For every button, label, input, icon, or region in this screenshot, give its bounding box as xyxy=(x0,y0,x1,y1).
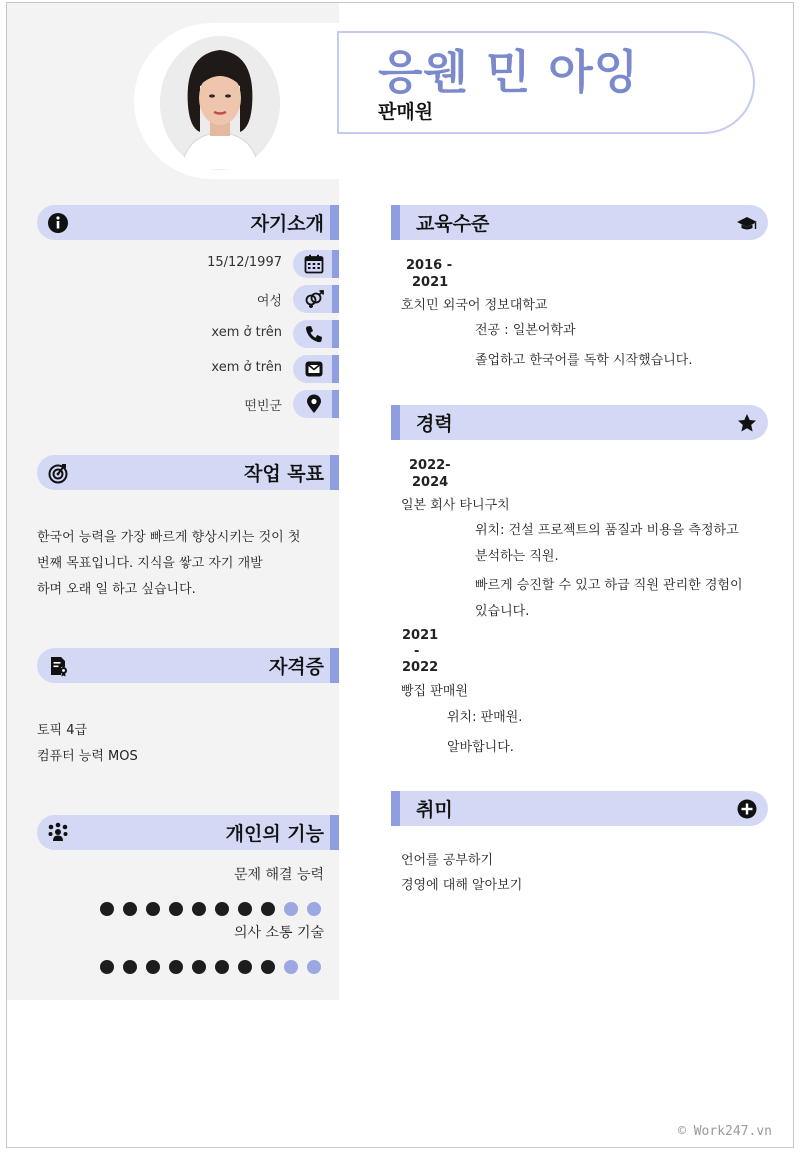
education-period-start: 2016 - xyxy=(406,258,453,273)
target-icon xyxy=(47,462,69,484)
contact-phone xyxy=(37,320,339,348)
objective-line: 하며 오래 일 하고 싶습니다. xyxy=(37,582,196,597)
skill-dot-filled xyxy=(192,960,206,974)
skill-dot-empty xyxy=(284,902,298,916)
skill-name: 문제 해결 능력 xyxy=(233,867,324,883)
contact-icon-pill xyxy=(293,390,339,418)
skill-dot-filled xyxy=(100,902,114,916)
section-title: 자기소개 xyxy=(250,213,324,235)
education-note: 졸업하고 한국어를 독학 시작했습니다. xyxy=(475,353,693,368)
address-value: 떤빈군 xyxy=(244,399,282,414)
section-header-experience xyxy=(391,405,768,440)
section-title: 취미 xyxy=(416,799,453,821)
education-major: 전공 : 일본어학과 xyxy=(475,323,576,338)
company-name: 빵집 판매원 xyxy=(401,684,468,699)
section-header-skills xyxy=(37,815,339,850)
phone-value: xem ở trên xyxy=(211,325,282,340)
section-header-hobbies xyxy=(391,791,768,826)
header-accent-bar xyxy=(330,648,339,683)
header-accent-bar xyxy=(330,205,339,240)
experience-detail: 위치: 판매원. xyxy=(447,710,523,725)
section-title: 자격증 xyxy=(268,656,324,678)
plus-circle-icon xyxy=(736,798,758,820)
star-icon xyxy=(736,412,758,434)
skill-dot-filled xyxy=(238,902,252,916)
graduation-cap-icon xyxy=(736,212,758,234)
skill-dot-filled xyxy=(238,960,252,974)
calendar-icon xyxy=(304,254,324,274)
location-pin-icon xyxy=(304,394,324,414)
experience-detail: 알바합니다. xyxy=(447,740,514,755)
gender-icon xyxy=(304,289,324,309)
skill-dot-filled xyxy=(261,960,275,974)
contact-gender xyxy=(37,285,339,313)
section-title: 교육수준 xyxy=(416,213,490,235)
skill-dot-filled xyxy=(146,902,160,916)
skill-name: 의사 소통 기술 xyxy=(233,925,324,941)
skills-icon xyxy=(47,822,69,844)
header-accent-bar xyxy=(330,455,339,490)
experience-detail: 위치: 건설 프로젝트의 품질과 비용을 측정하고 xyxy=(475,523,739,538)
contact-icon-pill xyxy=(293,355,339,383)
certificate-item: 컴퓨터 능력 MOS xyxy=(37,749,138,764)
section-title: 개인의 기능 xyxy=(225,823,324,845)
hobby-item: 경영에 대해 알아보기 xyxy=(401,878,523,893)
company-name: 일본 회사 타니구치 xyxy=(401,498,510,513)
contact-icon-pill xyxy=(293,250,339,278)
hobby-item: 언어를 공부하기 xyxy=(401,853,494,868)
job-title: 판매원 xyxy=(378,101,434,123)
skill-dot-filled xyxy=(169,960,183,974)
header-accent-bar xyxy=(391,205,400,240)
envelope-icon xyxy=(304,359,324,379)
phone-icon xyxy=(304,324,324,344)
header-accent-bar xyxy=(330,815,339,850)
section-header-about xyxy=(37,205,339,240)
certificate-icon xyxy=(47,655,69,677)
experience-period-end: 2024 xyxy=(412,475,449,490)
skill-dot-filled xyxy=(192,902,206,916)
section-header-education xyxy=(391,205,768,240)
skill-dot-empty xyxy=(307,960,321,974)
education-period-end: 2021 xyxy=(412,275,449,290)
contact-email xyxy=(37,355,339,383)
experience-detail: 있습니다. xyxy=(475,604,530,619)
section-title: 경력 xyxy=(416,413,453,435)
skill-dot-empty xyxy=(284,960,298,974)
header-accent-bar xyxy=(391,405,400,440)
skill-dot-filled xyxy=(146,960,160,974)
profile-photo xyxy=(160,36,280,170)
contact-icon-pill xyxy=(293,285,339,313)
experience-period-end: 2022 xyxy=(402,660,439,675)
skill-dot-filled xyxy=(215,960,229,974)
experience-detail: 분석하는 직원. xyxy=(475,549,559,564)
objective-line: 한국어 능력을 가장 빠르게 향상시키는 것이 첫 xyxy=(37,530,301,545)
school-name: 호치민 외국어 정보대학교 xyxy=(401,298,548,313)
gender-value: 여성 xyxy=(256,294,282,309)
birthday-value: 15/12/1997 xyxy=(207,255,282,270)
contact-address xyxy=(37,390,339,418)
skill-dot-empty xyxy=(307,902,321,916)
skill-dot-filled xyxy=(123,902,137,916)
experience-period-start: 2021 xyxy=(402,628,439,643)
watermark-footer: © Work247.vn xyxy=(678,1124,772,1139)
section-header-objective xyxy=(37,455,339,490)
header-accent-bar xyxy=(391,791,400,826)
experience-period-dash: - xyxy=(414,644,420,659)
skill-dot-filled xyxy=(215,902,229,916)
skill-dot-filled xyxy=(123,960,137,974)
full-name: 응웬 민 아잉 xyxy=(378,45,640,99)
skill-dot-filled xyxy=(100,960,114,974)
section-title: 작업 목표 xyxy=(243,463,324,485)
experience-period-start: 2022- xyxy=(409,458,451,473)
skill-dot-filled xyxy=(261,902,275,916)
section-header-certificates xyxy=(37,648,339,683)
contact-icon-pill xyxy=(293,320,339,348)
experience-detail: 빠르게 승진할 수 있고 하급 직원 관리한 경험이 xyxy=(475,578,743,593)
certificate-item: 토픽 4급 xyxy=(37,723,88,738)
info-icon xyxy=(47,212,69,234)
email-value: xem ở trên xyxy=(211,360,282,375)
objective-line: 번째 목표입니다. 지식을 쌓고 자기 개발 xyxy=(37,556,263,571)
contact-birthday xyxy=(37,250,339,278)
skill-dot-filled xyxy=(169,902,183,916)
